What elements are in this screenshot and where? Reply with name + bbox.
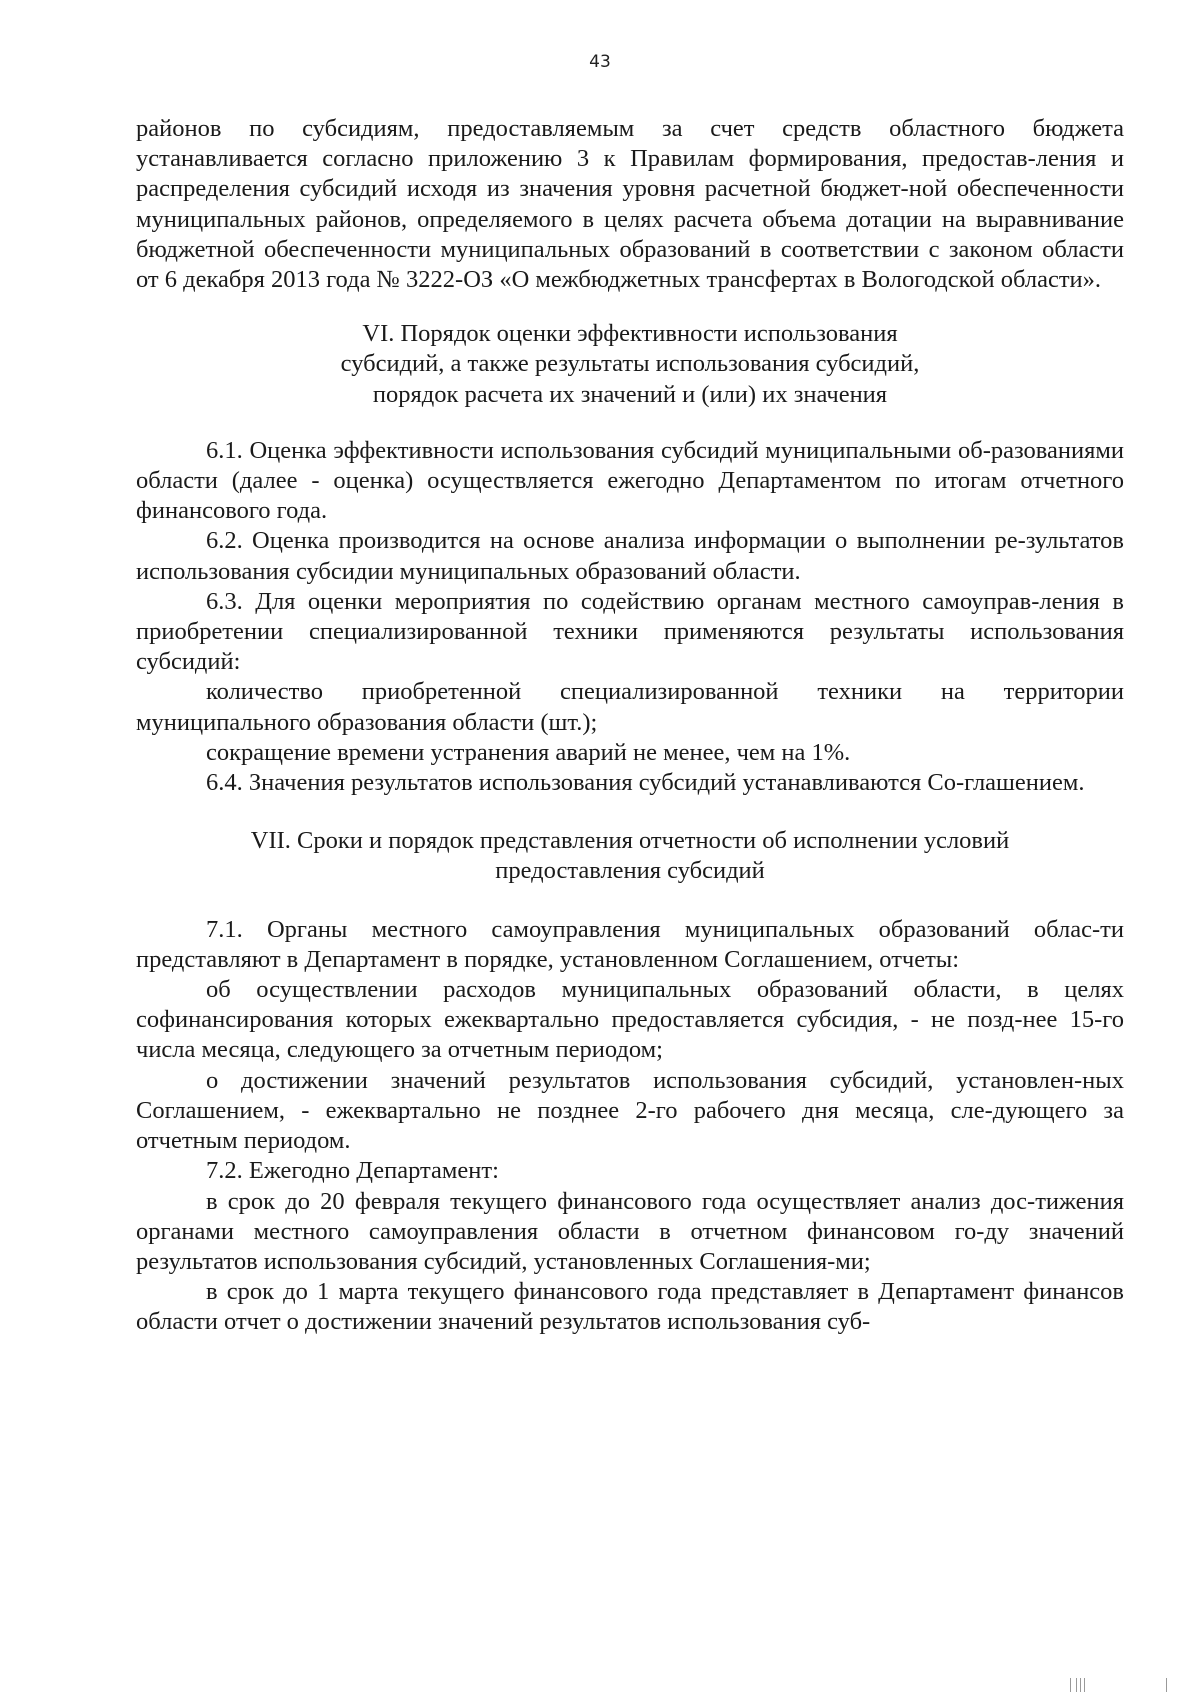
- scan-artifact-marks: [1062, 1678, 1172, 1697]
- section-6-heading-line-1: VI. Порядок оценки эффективности использования: [362, 320, 898, 348]
- section-6-heading-line-2: субсидий, а также результаты использования субсидий,: [340, 350, 920, 378]
- paragraph-7-2-item-1: в срок до 20 февраля текущего финансового года осуществляет анализ дос-тижения органами местного самоуправления области в отчетном финансовом го-ду значений результатов использования субсидий, установленных Соглашения-ми;: [136, 1187, 1124, 1275]
- scan-mark: [1070, 1678, 1071, 1692]
- paragraph-6-2: 6.2. Оценка производится на основе анализа информации о выполнении ре-зультатов использования субсидии муниципальных образований области.: [136, 527, 1124, 585]
- paragraph-6-3: 6.3. Для оценки мероприятия по содействию органам местного самоуправ-ления в приобретении специализированной техники применяются результаты использования субсидий:: [136, 587, 1124, 676]
- paragraph-6-3-item-1: количество приобретенной специализированной техники на территории муниципального образования области (шт.);: [136, 678, 1124, 736]
- scan-mark: [1166, 1678, 1167, 1692]
- scan-mark: [1080, 1678, 1081, 1692]
- section-7-heading: [136, 826, 1124, 886]
- intro-paragraph: районов по субсидиям, предоставляемым за счет средств областного бюджета устанавливается согласно приложению 3 к Правилам формирования, предостав-ления и распределения субсидий исходя из значения уровня расчетной бюджет-ной обеспеченности муниципальных районов, определяемого в целях расчета объема дотации на выравнивание бюджетной обеспеченности муниципальных образований в соответствии с законом области от 6 декабря 2013 года № 3222-ОЗ «О межбюджетных трансфертах в Вологодской области».: [136, 115, 1124, 294]
- section-6-heading: [136, 319, 1124, 410]
- section-7-heading-line-1: VII. Сроки и порядок представления отчетности об исполнении условий: [250, 827, 1010, 855]
- paragraph-7-2: 7.2. Ежегодно Департамент:: [206, 1157, 499, 1185]
- paragraph-6-1: 6.1. Оценка эффективности использования субсидий муниципальными об-разованиями области (далее - оценка) осуществляется ежегодно Департаментом по итогам отчетного финансового года.: [136, 436, 1124, 525]
- section-6-heading-line-3: порядок расчета их значений и (или) их значения: [372, 380, 888, 408]
- paragraph-7-1-item-1: об осуществлении расходов муниципальных образований области, в целях софинансирования которых ежеквартально предоставляется субсидия, - не позд-нее 15-го числа месяца, следующего за отчетным периодом;: [136, 976, 1124, 1064]
- paragraph-7-1-item-2: о достижении значений результатов использования субсидий, установлен-ных Соглашением, - ежеквартально не позднее 2-го рабочего дня месяца, сле-дующего за отчетным периодом.: [136, 1066, 1124, 1155]
- paragraph-7-1: 7.1. Органы местного самоуправления муниципальных образований облас-ти представляют в Департамент в порядке, установленном Соглашением, отчеты:: [136, 915, 1124, 973]
- scan-mark: [1076, 1678, 1077, 1692]
- section-7-body: [136, 915, 1124, 1338]
- document-body: [136, 114, 1124, 1338]
- page-number: 43: [589, 52, 611, 72]
- paragraph-7-2-item-2: в срок до 1 марта текущего финансового года представляет в Департамент финансов области отчет о достижении значений результатов использования суб-: [136, 1278, 1124, 1336]
- section-6-body: [136, 436, 1124, 798]
- paragraph-6-4: 6.4. Значения результатов использования субсидий устанавливаются Со-глашением.: [206, 769, 1085, 797]
- scan-mark: [1084, 1678, 1085, 1692]
- section-7-heading-line-2: предоставления субсидий: [495, 857, 765, 885]
- paragraph-6-3-item-2: сокращение времени устранения аварий не менее, чем на 1%.: [206, 738, 851, 766]
